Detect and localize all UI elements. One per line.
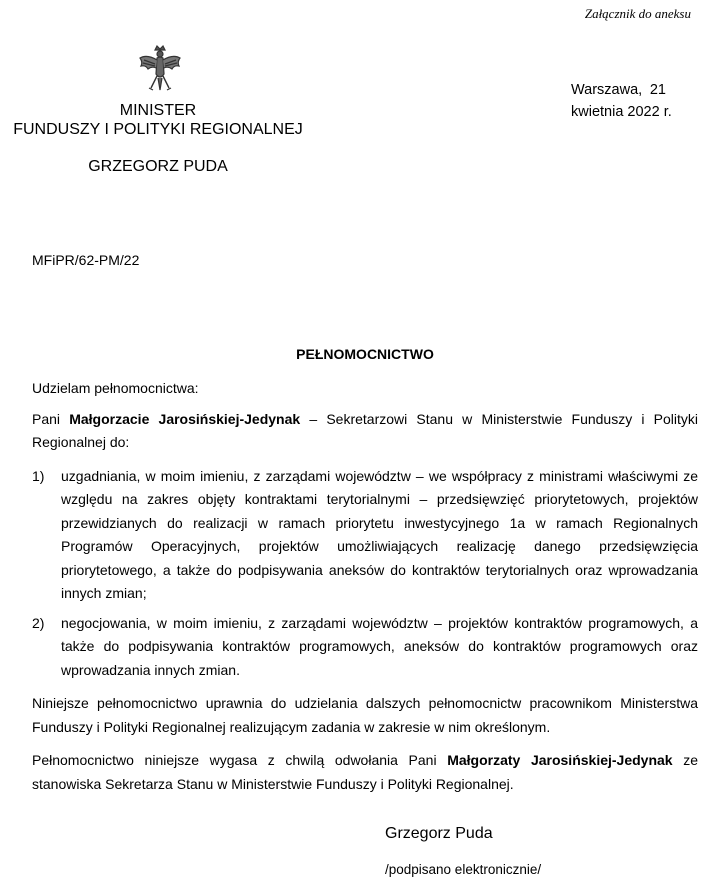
list-item-number: 1) bbox=[32, 467, 45, 484]
minister-heading bbox=[8, 101, 308, 139]
ministry-name: FUNDUSZY I POLITYKI REGIONALNEJ bbox=[13, 121, 303, 138]
reference-number: MFiPR/62-PM/22 bbox=[32, 252, 140, 268]
minister-title: MINISTER bbox=[119, 102, 197, 119]
date-rest: kwietnia 2022 r. bbox=[571, 104, 672, 120]
addressee-prefix: Pani bbox=[32, 410, 61, 427]
expiry-prefix: Pełnomocnictwo niniejsze wygasa z chwilą odwołania Pani bbox=[32, 752, 437, 768]
annex-note: Załącznik do aneksu bbox=[584, 6, 691, 21]
list-item bbox=[32, 465, 698, 606]
minister-name: GRZEGORZ PUDA bbox=[88, 158, 228, 175]
place-and-date bbox=[571, 79, 681, 123]
date-day: 21 bbox=[649, 82, 666, 98]
city: Warszawa, bbox=[571, 82, 643, 98]
expiry-paragraph bbox=[32, 749, 698, 796]
list-item-text: negocjowania, w moim imieniu, z zarządami województw – projektów kontraktów programowych, a także do podpisywania kontraktów programowych, aneksów do kontraktów programowych oraz wprowadzania innych zmian. bbox=[61, 614, 698, 678]
substitution-paragraph: Niniejsze pełnomocnictwo uprawnia do udzielania dalszych pełnomocnictw pracownikom Ministerstwa Funduszy i Polityki Regionalnej realizującym zadania w zakresie w nim określonym. bbox=[32, 695, 698, 735]
signature-note: /podpisano elektronicznie/ bbox=[385, 862, 542, 877]
grant-line: Udzielam pełnomocnictwa: bbox=[32, 380, 199, 396]
document-body bbox=[32, 377, 698, 806]
list-item bbox=[32, 612, 698, 683]
list-item-number: 2) bbox=[32, 614, 45, 631]
addressee-suffix: – Sekretarzowi Stanu w Ministerstwie Funduszy i Polityki Regionalnej do: bbox=[32, 410, 699, 450]
document-title: PEŁNOMOCNICTWO bbox=[296, 346, 434, 362]
addressee-paragraph bbox=[32, 408, 698, 455]
authorization-list bbox=[32, 465, 698, 683]
polish-eagle-emblem-icon bbox=[137, 44, 183, 94]
expiry-name: Małgorzaty Jarosińskiej-Jedynak bbox=[447, 752, 673, 768]
addressee-name: Małgorzacie Jarosińskiej-Jedynak bbox=[69, 410, 301, 427]
list-item-text: uzgadniania, w moim imieniu, z zarządami województw – we współpracy z ministrami właściwymi ze względu na zakres objęty kontraktami terytorialnymi – przedsięwzięć priorytetowych, projektów przewidzianych do realizacji w ramach priorytetu inwestycyjnego 1a w ramach Regionalnych Programów Operacyjnych, projektów umożliwiających realizację danego przedsięwzięcia priorytetowego, a także do podpisywania aneksów do kontraktów terytorialnych oraz wprowadzania innych zmian; bbox=[61, 467, 698, 601]
signature-name: Grzegorz Puda bbox=[385, 825, 493, 842]
expiry-suffix: ze stanowiska Sekretarza Stanu w Ministerstwie Funduszy i Polityki Regionalnej. bbox=[32, 752, 699, 792]
